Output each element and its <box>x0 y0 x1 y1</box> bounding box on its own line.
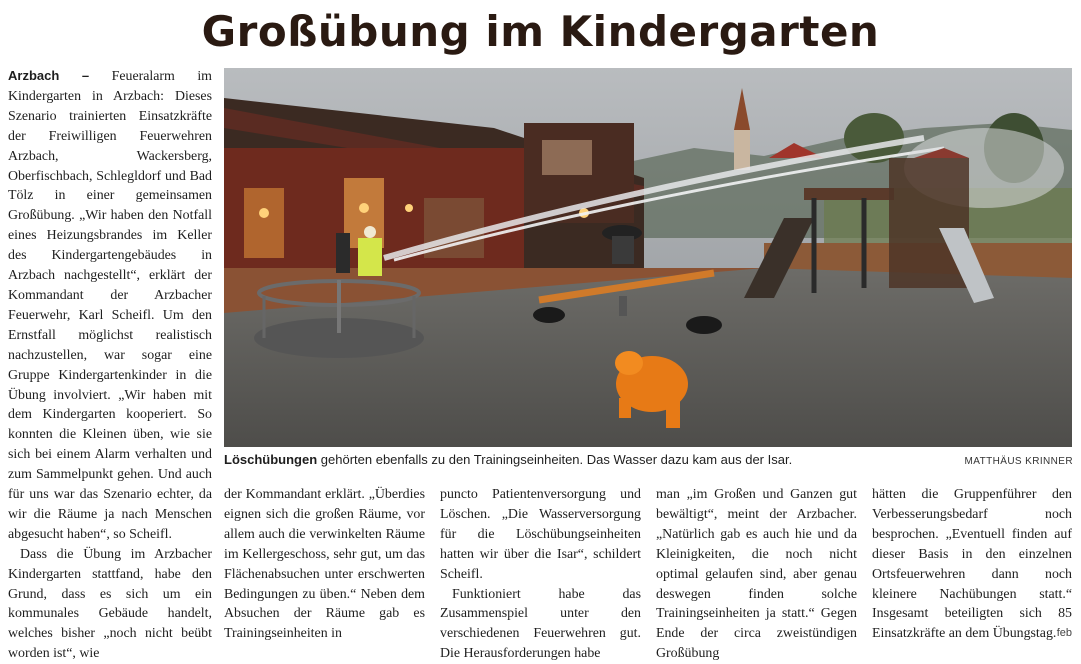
kindergarten-playground-photo <box>224 68 1072 447</box>
article-paragraph-6: man „im Großen und Ganzen gut bewältigt“, meint der Arzbacher. „Natürlich gab es auch hie und da Kleinigkeiten, die noch nicht optimal gelaufen sind, aber genau deswegen finden solche Trainingseinheiten ja statt.“ Gegen Ende der circa zweistündigen Großübung <box>656 487 857 662</box>
article-photo <box>224 68 1072 447</box>
caption-lead: Löschübungen <box>224 452 318 467</box>
photo-credit: MATTHÄUS KRINNER <box>964 456 1073 467</box>
caption-text: gehörten ebenfalls zu den Trainingseinheiten. Das Wasser dazu kam aus der Isar. <box>317 452 793 467</box>
article-column-2 <box>224 485 425 644</box>
headline: Großübung im Kindergarten <box>201 7 880 56</box>
paragraph-text: Feueralarm im Kindergarten in Arzbach: Dieses Szenario trainierten Einsatzkräfte der Freiwilligen Feuerwehren Arzbach, Wackersberg, Oberfischbach, Schlegldorf und Bad Tölz in einer gemeinsamen Großübung. „Wir haben den Notfall eines Heizungsbrandes im Keller des Kindergartengebäudes in Arzbach nachgestellt“, erklärt der Kommandant der Arzbacher Feuerwehr, Karl Scheifl. Um den Ernstfall möglichst realistisch nachzustellen, war sogar eine Gruppe Kindergartenkinder in die Übung involviert. „Wir haben mit dem Kindergarten kooperiert. So konnten die Kleinen üben, wie sie sich bei einem Alarm verhalten und zum Sammelpunkt gehen. Und auch für uns war das Szenario echter, da wir die Räume ja nach Menschen abgesucht haben“, so Scheifl. <box>8 69 212 542</box>
article-paragraph-4: puncto Patientenversorgung und Löschen. „Die Wasserversorgung für die Löschübungseinheiten hatten wir über die Isar“, schildert Scheifl. <box>440 487 641 582</box>
article-paragraph-1 <box>8 66 212 545</box>
article-column-1 <box>8 66 212 664</box>
article-paragraph-5: Funktioniert habe das Zusammenspiel unter den verschiedenen Feuerwehren gut. Die Herausforderungen habe <box>440 586 641 662</box>
article-paragraph-2: Dass die Übung im Arzbacher Kindergarten stattfand, habe den Grund, dass es sich um ein kommunales Gebäude handelt, welches bisher „noch nicht beübt worden ist“, wie <box>8 546 212 662</box>
article-column-4 <box>656 485 857 664</box>
article-paragraph-7: hätten die Gruppenführer den Verbesserungsbedarf noch besprochen. „Eventuell finden auf dieser Basis in den einzelnen Ortsfeuerwehren dann noch kleinere Nachübungen statt.“ Insgesamt beteiligten sich 85 Einsatzkräfte an dem Übungstag. <box>872 487 1072 642</box>
article-column-5 <box>872 485 1072 644</box>
article-column-3 <box>440 485 641 664</box>
photo-caption <box>224 452 1072 470</box>
article-paragraph-3: der Kommandant erklärt. „Überdies eignen sich die großen Räume, vor allem auch die verwinkelten Räume im Kellergeschoss, sehr gut, um das Flächenabsuchen unter erschwerten Bedingungen zu üben.“ Neben dem Absuchen der Räume gab es Trainingseinheiten in <box>224 487 425 642</box>
dateline: Arzbach – <box>8 68 90 83</box>
author-signature: feb <box>1056 627 1072 639</box>
